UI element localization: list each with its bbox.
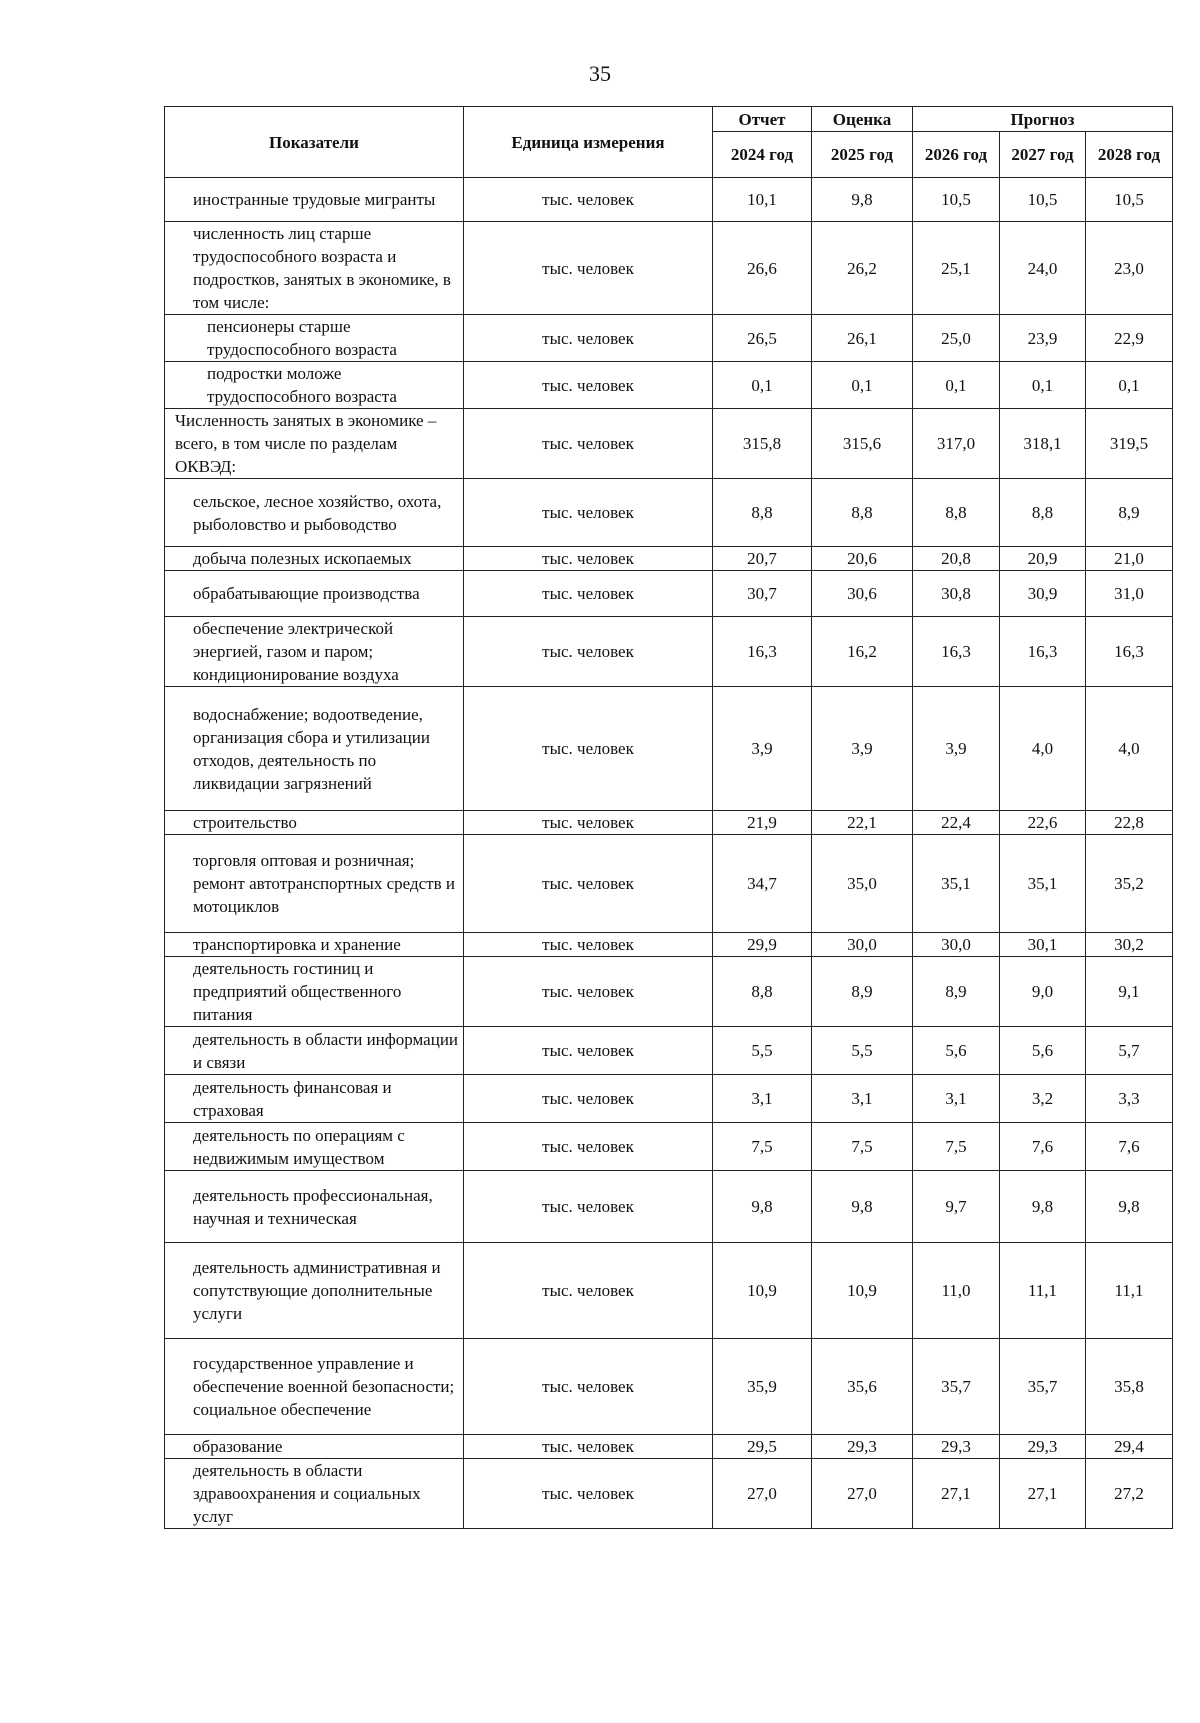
table-header (165, 107, 1173, 178)
table-row (165, 547, 1173, 571)
value-cell-2026: 3,9 (913, 687, 1000, 811)
unit-cell: тыс. человек (464, 1027, 713, 1075)
value-cell-2027: 5,6 (1000, 1027, 1086, 1075)
value-cell-2026: 20,8 (913, 547, 1000, 571)
value-cell-2027: 318,1 (1000, 409, 1086, 479)
value-cell-2026: 30,0 (913, 933, 1000, 957)
value-cell-2025: 35,0 (812, 835, 913, 933)
value-cell-2025: 315,6 (812, 409, 913, 479)
value-cell-2028: 23,0 (1086, 222, 1173, 315)
unit-cell: тыс. человек (464, 1339, 713, 1435)
indicator-cell: численность лиц старше трудоспособного возраста и подростков, занятых в экономике, в том числе: (165, 222, 464, 315)
value-cell-2025: 22,1 (812, 811, 913, 835)
value-cell-2026: 22,4 (913, 811, 1000, 835)
value-cell-2026: 35,1 (913, 835, 1000, 933)
unit-cell: тыс. человек (464, 811, 713, 835)
value-cell-2026: 16,3 (913, 617, 1000, 687)
value-cell-2025: 8,9 (812, 957, 913, 1027)
value-cell-2027: 30,1 (1000, 933, 1086, 957)
header-year-2027: 2027 год (1000, 132, 1086, 178)
value-cell-2026: 27,1 (913, 1459, 1000, 1529)
value-cell-2024: 34,7 (713, 835, 812, 933)
unit-cell: тыс. человек (464, 1243, 713, 1339)
value-cell-2028: 3,3 (1086, 1075, 1173, 1123)
table-row (165, 1075, 1173, 1123)
value-cell-2026: 8,8 (913, 479, 1000, 547)
value-cell-2026: 5,6 (913, 1027, 1000, 1075)
indicator-cell: деятельность в области здравоохранения и социальных услуг (165, 1459, 464, 1529)
value-cell-2024: 21,9 (713, 811, 812, 835)
indicator-cell: государственное управление и обеспечение военной безопасности; социальное обеспечение (165, 1339, 464, 1435)
value-cell-2025: 8,8 (812, 479, 913, 547)
unit-cell: тыс. человек (464, 315, 713, 362)
value-cell-2025: 27,0 (812, 1459, 913, 1529)
value-cell-2025: 9,8 (812, 178, 913, 222)
table-row (165, 1027, 1173, 1075)
indicator-cell: обеспечение электрической энергией, газом и паром; кондиционирование воздуха (165, 617, 464, 687)
value-cell-2025: 5,5 (812, 1027, 913, 1075)
table-row (165, 1123, 1173, 1171)
value-cell-2027: 8,8 (1000, 479, 1086, 547)
value-cell-2026: 25,1 (913, 222, 1000, 315)
indicator-cell: транспортировка и хранение (165, 933, 464, 957)
table-row (165, 1243, 1173, 1339)
value-cell-2028: 27,2 (1086, 1459, 1173, 1529)
indicator-cell: деятельность в области информации и связи (165, 1027, 464, 1075)
unit-cell: тыс. человек (464, 1123, 713, 1171)
indicator-cell: добыча полезных ископаемых (165, 547, 464, 571)
value-cell-2026: 11,0 (913, 1243, 1000, 1339)
indicator-cell: торговля оптовая и розничная; ремонт автотранспортных средств и мотоциклов (165, 835, 464, 933)
unit-cell: тыс. человек (464, 222, 713, 315)
value-cell-2025: 16,2 (812, 617, 913, 687)
value-cell-2025: 7,5 (812, 1123, 913, 1171)
value-cell-2027: 20,9 (1000, 547, 1086, 571)
value-cell-2028: 9,1 (1086, 957, 1173, 1027)
value-cell-2027: 7,6 (1000, 1123, 1086, 1171)
value-cell-2027: 35,7 (1000, 1339, 1086, 1435)
value-cell-2025: 10,9 (812, 1243, 913, 1339)
value-cell-2026: 29,3 (913, 1435, 1000, 1459)
value-cell-2028: 5,7 (1086, 1027, 1173, 1075)
value-cell-2026: 317,0 (913, 409, 1000, 479)
header-year-2025: 2025 год (812, 132, 913, 178)
employment-forecast-table (164, 106, 1173, 1529)
value-cell-2024: 35,9 (713, 1339, 812, 1435)
table-row (165, 178, 1173, 222)
table-row (165, 933, 1173, 957)
header-report: Отчет (713, 107, 812, 132)
table-row (165, 957, 1173, 1027)
value-cell-2024: 8,8 (713, 479, 812, 547)
unit-cell: тыс. человек (464, 547, 713, 571)
value-cell-2027: 23,9 (1000, 315, 1086, 362)
value-cell-2024: 9,8 (713, 1171, 812, 1243)
unit-cell: тыс. человек (464, 1459, 713, 1529)
table-row (165, 1171, 1173, 1243)
unit-cell: тыс. человек (464, 617, 713, 687)
value-cell-2028: 35,8 (1086, 1339, 1173, 1435)
value-cell-2025: 26,1 (812, 315, 913, 362)
value-cell-2024: 26,6 (713, 222, 812, 315)
value-cell-2027: 29,3 (1000, 1435, 1086, 1459)
value-cell-2027: 24,0 (1000, 222, 1086, 315)
unit-cell: тыс. человек (464, 687, 713, 811)
value-cell-2025: 29,3 (812, 1435, 913, 1459)
table-row (165, 1459, 1173, 1529)
value-cell-2026: 30,8 (913, 571, 1000, 617)
header-indicators: Показатели (165, 107, 464, 178)
unit-cell: тыс. человек (464, 409, 713, 479)
header-estimate: Оценка (812, 107, 913, 132)
indicator-cell: подростки моложе трудоспособного возраста (165, 362, 464, 409)
value-cell-2028: 9,8 (1086, 1171, 1173, 1243)
value-cell-2024: 30,7 (713, 571, 812, 617)
header-forecast: Прогноз (913, 107, 1173, 132)
value-cell-2027: 11,1 (1000, 1243, 1086, 1339)
table-row (165, 222, 1173, 315)
unit-cell: тыс. человек (464, 957, 713, 1027)
indicator-cell: деятельность профессиональная, научная и техническая (165, 1171, 464, 1243)
table-row (165, 617, 1173, 687)
table-row (165, 479, 1173, 547)
value-cell-2028: 4,0 (1086, 687, 1173, 811)
value-cell-2026: 9,7 (913, 1171, 1000, 1243)
value-cell-2024: 26,5 (713, 315, 812, 362)
value-cell-2025: 3,1 (812, 1075, 913, 1123)
table-body (165, 178, 1173, 1529)
indicator-cell: пенсионеры старше трудоспособного возраста (165, 315, 464, 362)
unit-cell: тыс. человек (464, 835, 713, 933)
header-year-2026: 2026 год (913, 132, 1000, 178)
value-cell-2025: 9,8 (812, 1171, 913, 1243)
indicator-cell: деятельность по операциям с недвижимым имуществом (165, 1123, 464, 1171)
unit-cell: тыс. человек (464, 178, 713, 222)
value-cell-2028: 22,8 (1086, 811, 1173, 835)
value-cell-2027: 4,0 (1000, 687, 1086, 811)
value-cell-2028: 0,1 (1086, 362, 1173, 409)
value-cell-2025: 26,2 (812, 222, 913, 315)
value-cell-2024: 29,5 (713, 1435, 812, 1459)
value-cell-2028: 22,9 (1086, 315, 1173, 362)
value-cell-2028: 35,2 (1086, 835, 1173, 933)
value-cell-2026: 0,1 (913, 362, 1000, 409)
value-cell-2024: 8,8 (713, 957, 812, 1027)
value-cell-2024: 315,8 (713, 409, 812, 479)
value-cell-2025: 30,0 (812, 933, 913, 957)
indicator-cell: Численность занятых в экономике – всего, в том числе по разделам ОКВЭД: (165, 409, 464, 479)
value-cell-2026: 7,5 (913, 1123, 1000, 1171)
header-year-2024: 2024 год (713, 132, 812, 178)
unit-cell: тыс. человек (464, 1075, 713, 1123)
value-cell-2028: 8,9 (1086, 479, 1173, 547)
value-cell-2028: 319,5 (1086, 409, 1173, 479)
table-row (165, 1435, 1173, 1459)
value-cell-2027: 16,3 (1000, 617, 1086, 687)
unit-cell: тыс. человек (464, 1435, 713, 1459)
indicator-cell: деятельность гостиниц и предприятий общественного питания (165, 957, 464, 1027)
table-row (165, 1339, 1173, 1435)
value-cell-2024: 7,5 (713, 1123, 812, 1171)
indicator-cell: иностранные трудовые мигранты (165, 178, 464, 222)
indicator-cell: деятельность административная и сопутствующие дополнительные услуги (165, 1243, 464, 1339)
table-row (165, 315, 1173, 362)
header-year-2028: 2028 год (1086, 132, 1173, 178)
header-unit: Единица измерения (464, 107, 713, 178)
value-cell-2027: 9,0 (1000, 957, 1086, 1027)
value-cell-2027: 3,2 (1000, 1075, 1086, 1123)
value-cell-2024: 29,9 (713, 933, 812, 957)
value-cell-2027: 10,5 (1000, 178, 1086, 222)
value-cell-2025: 35,6 (812, 1339, 913, 1435)
value-cell-2027: 27,1 (1000, 1459, 1086, 1529)
value-cell-2024: 10,1 (713, 178, 812, 222)
page-number: 35 (589, 61, 611, 86)
value-cell-2026: 3,1 (913, 1075, 1000, 1123)
value-cell-2024: 5,5 (713, 1027, 812, 1075)
value-cell-2024: 3,1 (713, 1075, 812, 1123)
indicator-cell: сельское, лесное хозяйство, охота, рыболовство и рыбоводство (165, 479, 464, 547)
value-cell-2026: 35,7 (913, 1339, 1000, 1435)
value-cell-2024: 3,9 (713, 687, 812, 811)
unit-cell: тыс. человек (464, 479, 713, 547)
value-cell-2028: 10,5 (1086, 178, 1173, 222)
indicator-cell: образование (165, 1435, 464, 1459)
table-row (165, 687, 1173, 811)
value-cell-2024: 27,0 (713, 1459, 812, 1529)
value-cell-2027: 30,9 (1000, 571, 1086, 617)
value-cell-2024: 20,7 (713, 547, 812, 571)
value-cell-2025: 30,6 (812, 571, 913, 617)
indicator-cell: обрабатывающие производства (165, 571, 464, 617)
unit-cell: тыс. человек (464, 571, 713, 617)
indicator-cell: водоснабжение; водоотведение, организация сбора и утилизации отходов, деятельность по ликвидации загрязнений (165, 687, 464, 811)
indicator-cell: деятельность финансовая и страховая (165, 1075, 464, 1123)
value-cell-2025: 20,6 (812, 547, 913, 571)
value-cell-2028: 16,3 (1086, 617, 1173, 687)
value-cell-2027: 35,1 (1000, 835, 1086, 933)
value-cell-2027: 9,8 (1000, 1171, 1086, 1243)
value-cell-2028: 29,4 (1086, 1435, 1173, 1459)
value-cell-2026: 10,5 (913, 178, 1000, 222)
value-cell-2027: 0,1 (1000, 362, 1086, 409)
table-row (165, 835, 1173, 933)
indicator-cell: строительство (165, 811, 464, 835)
value-cell-2025: 0,1 (812, 362, 913, 409)
unit-cell: тыс. человек (464, 933, 713, 957)
value-cell-2026: 25,0 (913, 315, 1000, 362)
table-row (165, 811, 1173, 835)
value-cell-2028: 30,2 (1086, 933, 1173, 957)
unit-cell: тыс. человек (464, 1171, 713, 1243)
table-row (165, 409, 1173, 479)
table-row (165, 362, 1173, 409)
unit-cell: тыс. человек (464, 362, 713, 409)
table-row (165, 571, 1173, 617)
value-cell-2025: 3,9 (812, 687, 913, 811)
value-cell-2028: 21,0 (1086, 547, 1173, 571)
value-cell-2028: 11,1 (1086, 1243, 1173, 1339)
value-cell-2028: 31,0 (1086, 571, 1173, 617)
value-cell-2024: 16,3 (713, 617, 812, 687)
value-cell-2028: 7,6 (1086, 1123, 1173, 1171)
value-cell-2027: 22,6 (1000, 811, 1086, 835)
value-cell-2024: 10,9 (713, 1243, 812, 1339)
value-cell-2024: 0,1 (713, 362, 812, 409)
value-cell-2026: 8,9 (913, 957, 1000, 1027)
